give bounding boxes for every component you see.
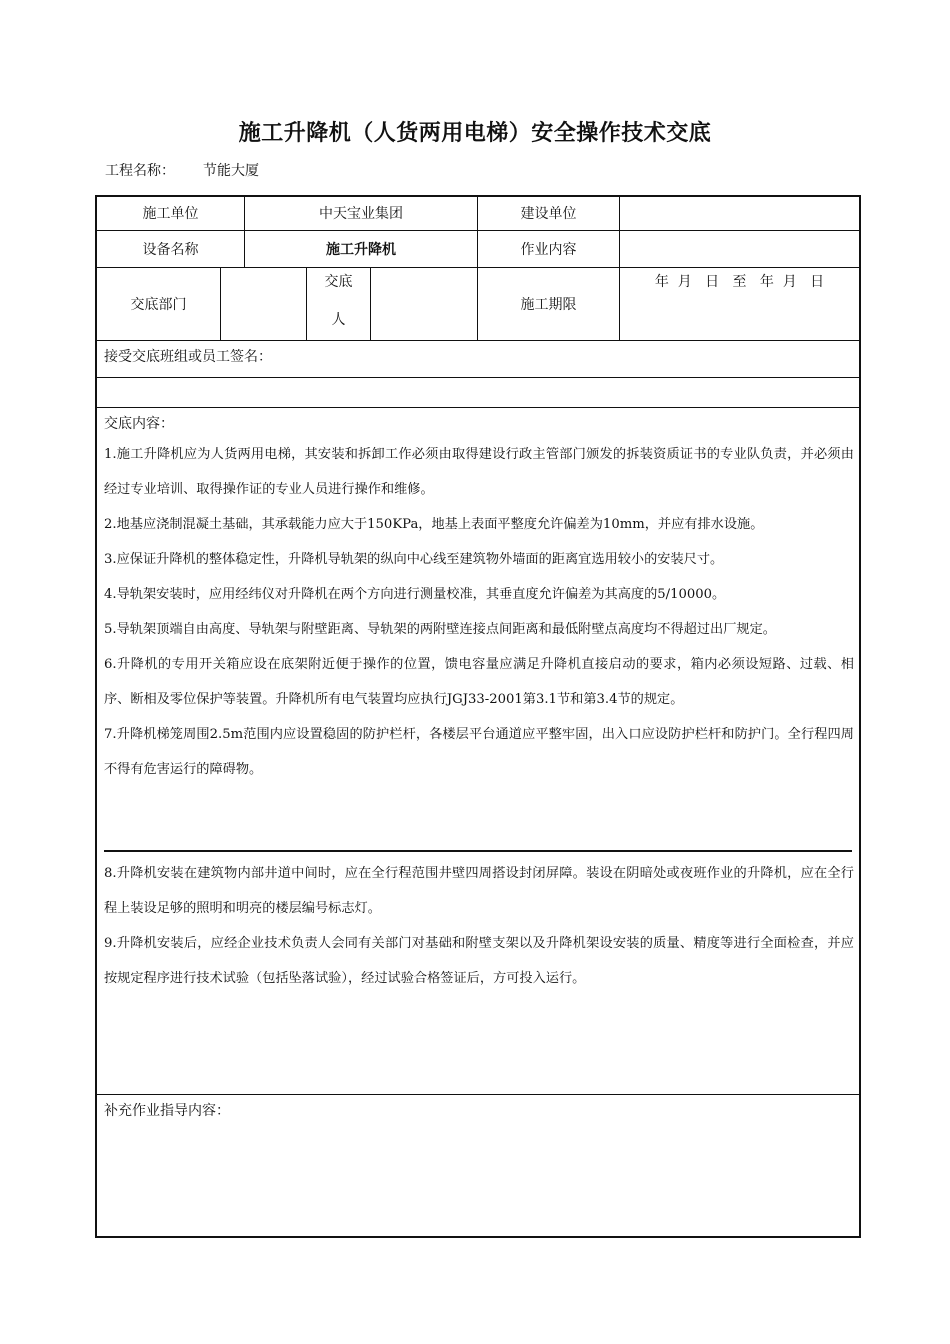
owner-unit-label: 建设单位	[520, 206, 577, 222]
construction-unit-value: 中天宝业集团	[319, 206, 403, 222]
document-title: 施工升降机（人货两用电梯）安全操作技术交底	[238, 121, 712, 146]
content-item-5: 5.导轨架顶端自由高度、导轨架与附壁距离、导轨架的两附壁连接点间距离和最低附壁点高度均不得超过出厂规定。	[104, 622, 776, 637]
section-divider	[104, 850, 852, 852]
content-item-3: 3.应保证升降机的整体稳定性，升降机导轨架的纵向中心线至建筑物外墙面的距离宜选用较小的安装尺寸。	[104, 552, 724, 567]
content-item-6: 6.升降机的专用开关箱应设在底架附近便于操作的位置，馈电容量应满足升降机直接启动的要求，箱内必须设短路、过载、相序、断相及零位保护等装置。升降机所有电气装置均应执行JGJ33-2001第3.1节和第3.4节的规定。	[104, 657, 854, 707]
content-item-7: 7.升降机梯笼周围2.5m范围内应设置稳固的防护栏杆，各楼层平台通道应平整牢固，出入口应设防护栏杆和防护门。全行程四周不得有危害运行的障碍物。	[104, 727, 854, 777]
content-label: 交底内容：	[104, 416, 174, 432]
row-divider	[96, 1094, 860, 1095]
row-divider	[96, 340, 860, 341]
row-divider	[96, 407, 860, 408]
content-item-1: 1.施工升降机应为人货两用电梯，其安装和拆卸工作必须由取得建设行政主管部门颁发的拆装资质证书的专业队负责，并必须由经过专业培训、取得操作证的专业人员进行操作和维修。	[104, 447, 854, 497]
column-divider	[220, 267, 221, 340]
supplement-label: 补充作业指导内容：	[104, 1103, 230, 1119]
construction-unit-label: 施工单位	[142, 206, 199, 222]
column-divider	[370, 267, 371, 340]
row-divider	[96, 377, 860, 378]
content-item-8: 8.升降机安装在建筑物内部井道中间时，应在全行程范围井壁四周搭设封闭屏障。装设在阴暗处或夜班作业的升降机，应在全行程上装设足够的照明和明亮的楼层编号标志灯。	[104, 866, 854, 916]
project-name-value: 节能大厦	[203, 163, 259, 179]
briefing-person-label-line2: 人	[331, 312, 346, 328]
content-list-continued	[104, 856, 854, 996]
signature-label: 接受交底班组或员工签名：	[104, 349, 272, 365]
project-name-label: 工程名称：	[105, 163, 175, 179]
construction-period-label: 施工期限	[520, 297, 577, 313]
briefing-dept-label: 交底部门	[130, 297, 187, 313]
construction-period-value: 年 月 日 至 年 月 日	[654, 274, 825, 290]
content-list	[104, 437, 854, 787]
content-item-2: 2.地基应浇制混凝土基础，其承载能力应大于150KPa，地基上表面平整度允许偏差为10mm，并应有排水设施。	[104, 517, 764, 532]
equipment-name-value: 施工升降机	[326, 242, 396, 258]
work-content-label: 作业内容	[520, 242, 577, 258]
equipment-name-label: 设备名称	[142, 242, 199, 258]
content-item-9: 9.升降机安装后，应经企业技术负责人会同有关部门对基础和附壁支架以及升降机架设安装的质量、精度等进行全面检查，并应按规定程序进行技术试验（包括坠落试验），经过试验合格签证后，方可投入运行。	[104, 936, 854, 986]
owner-unit-value	[620, 196, 859, 230]
work-content-value	[620, 231, 859, 267]
briefing-person-label-line1: 交底	[324, 274, 353, 290]
content-item-4: 4.导轨架安装时，应用经纬仪对升降机在两个方向进行测量校准，其垂直度允许偏差为其高度的5/10000。	[104, 587, 726, 602]
project-name-row	[105, 160, 259, 180]
